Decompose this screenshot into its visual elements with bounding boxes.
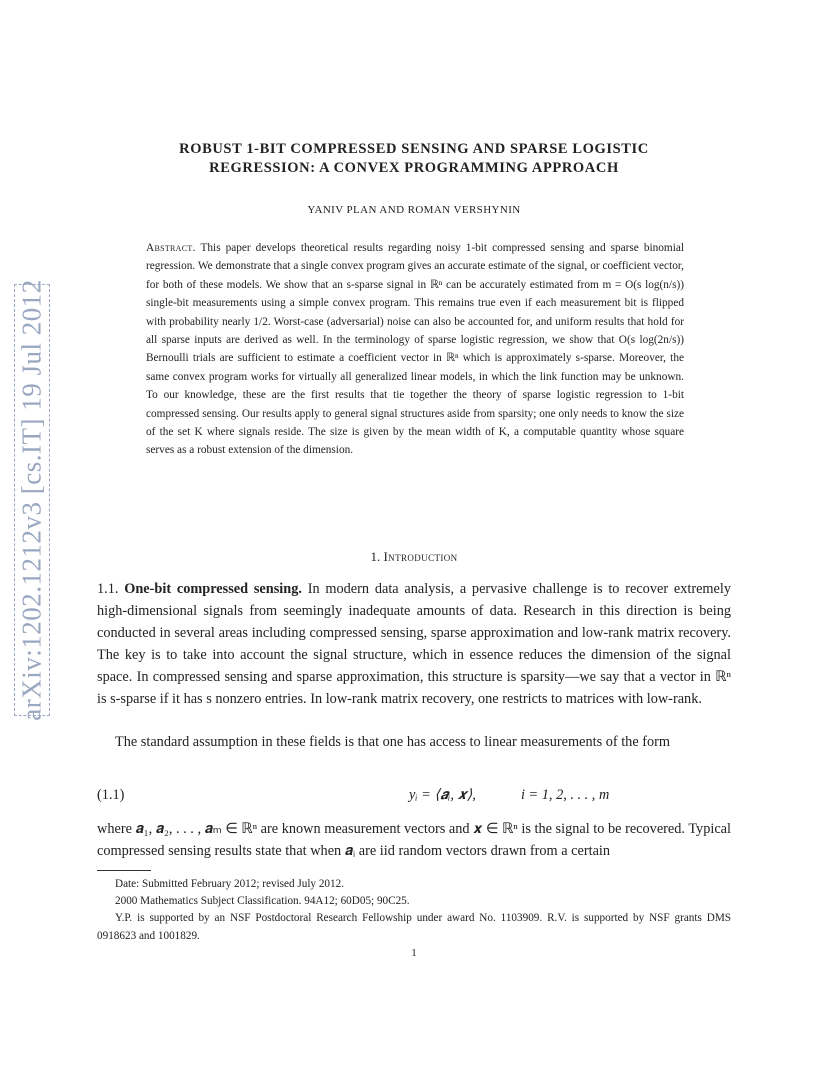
subsection-title: One-bit compressed sensing. [124, 581, 302, 597]
page-number: 1 [411, 947, 417, 959]
abstract-text: This paper develops theoretical results regarding noisy 1-bit compressed sensing and sparse binomial regression. We demonstrate that a single convex program gives an accurate estimate of the signal, or coefficient vector, for both of these models. We show that an s-sparse signal in ℝⁿ can be accurately estimated from m = O(s log(n/s)) single-bit measurements using a simple convex program. This remains true even if each measurement bit is flipped with probability nearly 1/2. Worst-case (adversarial) noise can also be accounted for, and uniform results that hold for all sparse inputs are derived as well. In the terminology of sparse logistic regression, we show that O(s log(2n/s)) Bernoulli trials are sufficient to estimate a coefficient vector in ℝⁿ which is approximately s-sparse. Moreover, the same convex program works for virtually all generalized linear models, in which the link function may be unknown. To our knowledge, these are the first results that tie together the theory of sparse logistic regression to 1-bit compressed sensing. Our results apply to general signal structures aside from sparsity; one only needs to know the size of the set K where signals reside. The size is given by the mean width of K, a computable quantity whose square serves as a robust extension of the dimension. [146, 242, 684, 457]
equation-number: (1.1) [97, 787, 125, 803]
footnote-support: Y.P. is supported by an NSF Postdoctoral Research Fellowship under award No. 1103909. R.V. is supported by NSF grants DMS 0918623 and 1001829. [97, 912, 731, 942]
equation-range: i = 1, 2, . . . , m [521, 787, 610, 803]
footnote-msc: 2000 Mathematics Subject Classification. 94A12; 60D05; 90C25. [115, 895, 410, 908]
footnote-date: Date: Submitted February 2012; revised July 2012. [115, 878, 344, 890]
title-line-1: ROBUST 1-BIT COMPRESSED SENSING AND SPARSE LOGISTIC [179, 141, 649, 157]
equation-formula: yᵢ = ⟨𝒂ᵢ, 𝒙⟩, [409, 787, 476, 803]
subsection-number: 1.1. [97, 581, 119, 597]
footnote-rule [97, 870, 151, 871]
paragraph-3: where 𝒂₁, 𝒂₂, . . . , 𝒂ₘ ∈ ℝⁿ are known measurement vectors and 𝒙 ∈ ℝⁿ is the signal to be recovered. Typical compressed sensing results state that when 𝒂ᵢ are iid random vectors drawn from a certain [97, 821, 731, 860]
section-heading [100, 549, 728, 565]
footnotes [97, 876, 731, 945]
paragraph-2: The standard assumption in these fields is that one has access to linear measurements of the form [115, 734, 671, 750]
arxiv-stamp [14, 279, 50, 721]
paragraph-1 [97, 578, 731, 711]
title-line-2: REGRESSION: A CONVEX PROGRAMMING APPROACH [209, 160, 619, 176]
authors: YANIV PLAN AND ROMAN VERSHYNIN [307, 204, 521, 216]
section-title: Introduction [383, 549, 458, 564]
equation-1-1 [97, 787, 731, 809]
paragraph-1-text: In modern data analysis, a pervasive challenge is to recover extremely high-dimensional signals from seemingly inadequate amounts of data. Research in this direction is being conducted in several areas including compressed sensing, sparse approximation and low-rank matrix recovery. The key is to take into account the signal structure, which in essence reduces the dimension of the signal space. In compressed sensing and sparse approximation, this structure is sparsity—we say that a vector in ℝⁿ is s-sparse if it has s nonzero entries. In low-rank matrix recovery, one restricts to matrices with low-rank. [97, 581, 732, 708]
abstract [146, 239, 684, 460]
paper-title [100, 140, 728, 178]
arxiv-id: arXiv:1202.1212v3 [cs.IT] 19 Jul 2012 [16, 279, 47, 721]
section-number: 1. [370, 549, 381, 564]
abstract-label: Abstract. [146, 242, 196, 254]
